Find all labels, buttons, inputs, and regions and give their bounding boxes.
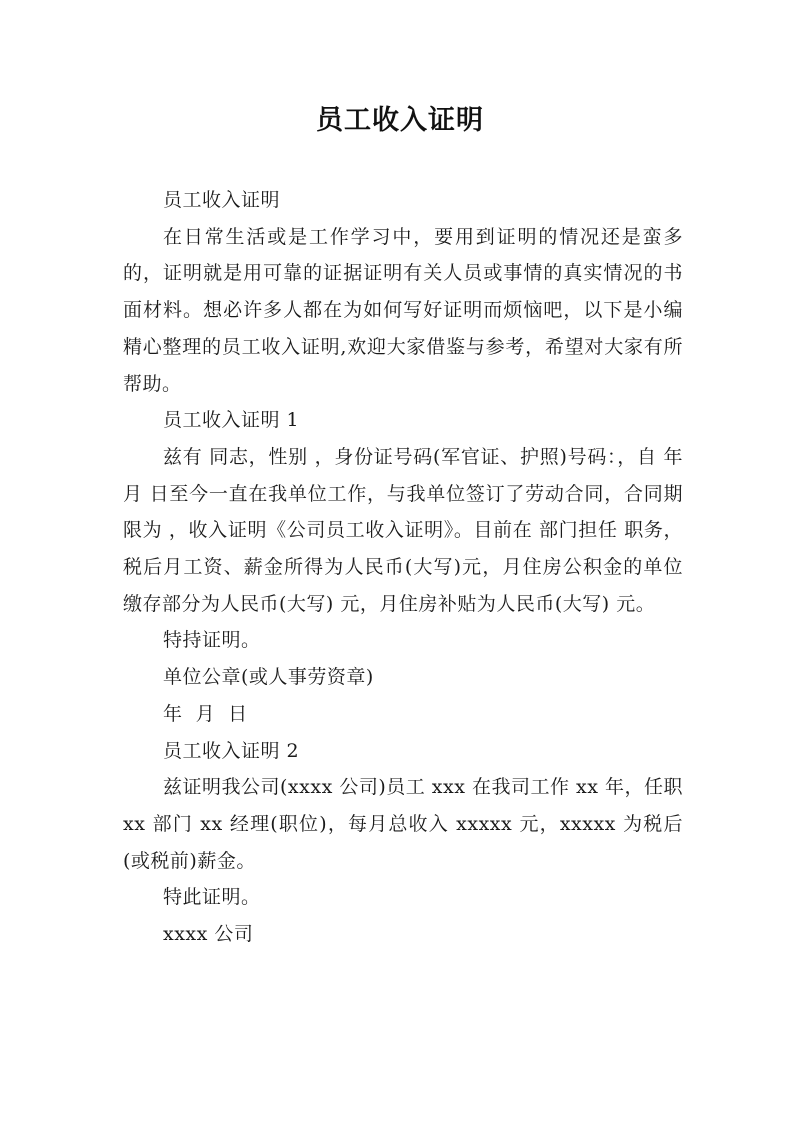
certification-note: 特持证明。 xyxy=(163,629,261,652)
section-heading: 员工收入证明 xyxy=(163,189,281,211)
intro-paragraph: 在日常生活或是工作学习中，要用到证明的情况还是蛮多的，证明就是用可靠的证据证明有关人员或事情的真实情况的书面材料。想必许多人都在为如何写好证明而烦恼吧，以下是小编精心整理的员工收入证明,欢迎大家借鉴与参考，希望对大家有所帮助。 xyxy=(123,225,683,395)
seal-line: 单位公章(或人事劳资章) xyxy=(163,666,374,689)
section-heading-2: 员工收入证明 2 xyxy=(163,739,300,762)
document-title: 员工收入证明 xyxy=(316,105,484,136)
certificate-2-paragraph: 兹证明我公司(xxxx 公司)员工 xxx 在我司工作 xx 年，任职 xx 部门 xx 经理(职位)，每月总收入 xxxxx 元，xxxxx 为税后(或税前)薪金。 xyxy=(123,776,683,872)
date-line: 年 月 日 xyxy=(163,702,248,725)
certificate-1-paragraph: 兹有 同志，性别 ，身份证号码(军官证、护照)号码：，自 年 月 日至今一直在我单位工作，与我单位签订了劳动合同，合同期限为 ，收入证明《公司员工收入证明》。目前在 部门担任 职务，税后月工资、薪金所得为人民币(大写)元，月住房公积金的单位缴存部分为人民币(大写) 元，月住房补贴为人民币(大写) 元。 xyxy=(123,445,683,615)
certification-closing: 特此证明。 xyxy=(163,886,261,909)
company-signature: xxxx 公司 xyxy=(163,923,254,946)
document-body xyxy=(123,182,683,953)
section-heading-1: 员工收入证明 1 xyxy=(163,409,300,432)
